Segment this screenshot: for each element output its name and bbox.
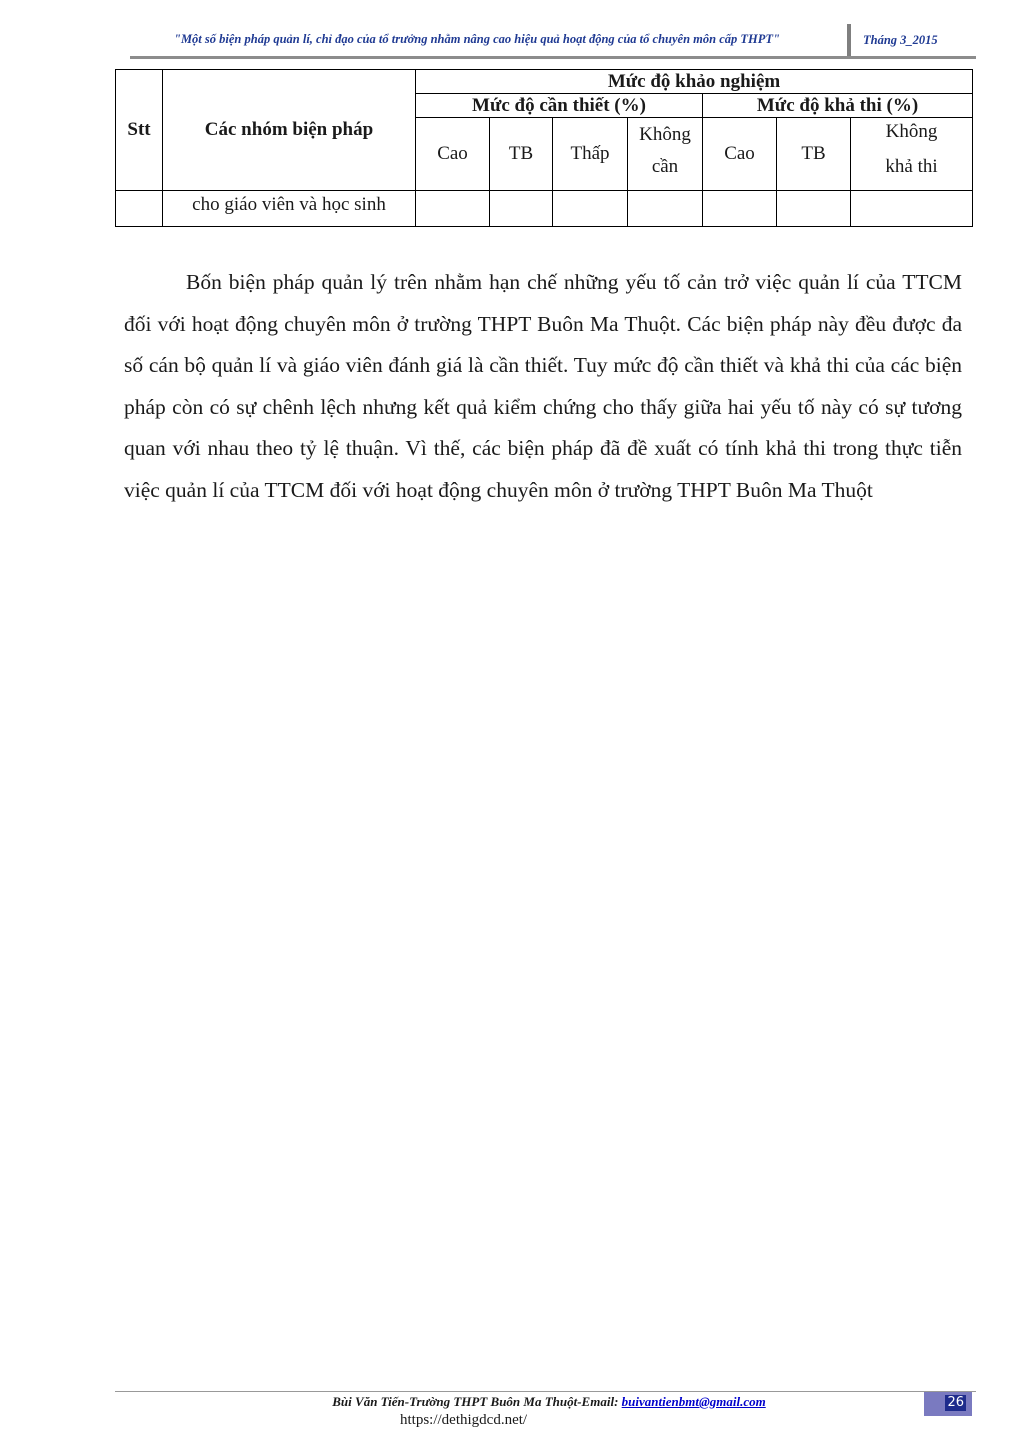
row-cell	[851, 190, 973, 226]
row-cell	[416, 190, 490, 226]
table-row	[116, 190, 973, 226]
row-stt	[116, 190, 163, 226]
feasibility-high-header: Cao	[703, 118, 777, 190]
row-cell	[490, 190, 553, 226]
body-paragraph: Bốn biện pháp quản lý trên nhằm hạn chế những yếu tố cản trở việc quản lí của TTCM đối với hoạt động chuyên môn ở trường THPT Buôn Ma Thuột. Các biện pháp này đều được đa số cán bộ quản lí và giáo viên đánh giá là cần thiết. Tuy mức độ cần thiết và khả thi của các biện pháp còn có sự chênh lệch nhưng kết quả kiểm chứng cho thấy giữa hai yếu tố này có sự tương quan với nhau theo tỷ lệ thuận. Vì thế, các biện pháp đã đề xuất có tính khả thi trong thực tiễn việc quản lí của TTCM đối với hoạt động chuyên môn ở trường THPT Buôn Ma Thuột	[124, 270, 962, 502]
survey-table	[115, 69, 973, 227]
feasibility-none-header	[851, 118, 973, 190]
feasibility-none-line-1: Không	[885, 121, 938, 142]
page-number-box	[924, 1392, 972, 1416]
necessity-none-header	[628, 118, 703, 190]
survey-header: Mức độ khảo nghiệm	[416, 70, 973, 94]
row-cell	[703, 190, 777, 226]
row-cell	[628, 190, 703, 226]
feasibility-header: Mức độ khả thi (%)	[703, 94, 973, 118]
group-header: Các nhóm biện pháp	[163, 70, 416, 191]
necessity-low-header: Thấp	[553, 118, 628, 190]
footer-divider	[115, 1391, 976, 1392]
header-date: Tháng 3_2015	[863, 33, 938, 47]
necessity-medium-header: TB	[490, 118, 553, 190]
header-separator	[847, 24, 851, 56]
footer-email-link[interactable]: buivantienbmt@gmail.com	[621, 1394, 766, 1409]
necessity-high-header: Cao	[416, 118, 490, 190]
row-cell	[777, 190, 851, 226]
necessity-none-line-2: cần	[651, 156, 679, 177]
page-number: 26	[947, 1395, 964, 1410]
header-title: "Một số biện pháp quản lí, chỉ đạo của tổ trưởng nhằm nâng cao hiệu quả hoạt động của tổ chuyên môn cấp THPT"	[174, 32, 780, 46]
footer-url[interactable]: https://dethigdcd.net/	[400, 1412, 528, 1428]
row-cell	[553, 190, 628, 226]
footer-author: Bùi Văn Tiến-Trường THPT Buôn Ma Thuột-Email:	[332, 1394, 622, 1409]
stt-header: Stt	[116, 70, 163, 191]
page-header	[130, 22, 976, 59]
necessity-header: Mức độ cần thiết (%)	[416, 94, 703, 118]
necessity-none-line-1: Không	[639, 124, 691, 145]
feasibility-none-line-2: khả thi	[885, 156, 938, 177]
footer-author-line	[314, 1394, 784, 1410]
row-group: cho giáo viên và học sinh	[163, 190, 416, 226]
feasibility-medium-header: TB	[777, 118, 851, 190]
